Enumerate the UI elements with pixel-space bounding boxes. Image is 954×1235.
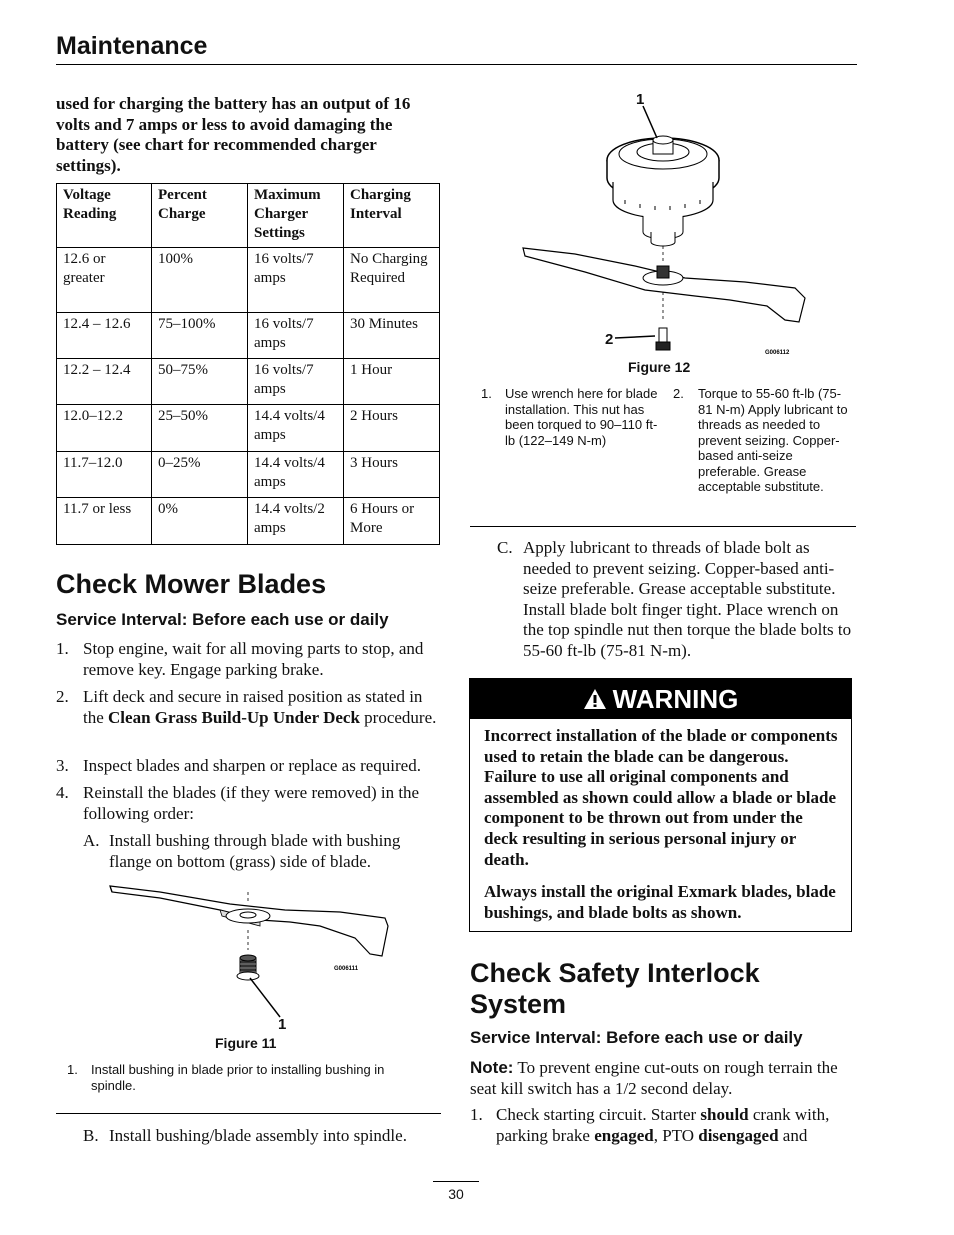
step-number: 1. <box>56 639 69 658</box>
table-cell: 11.7 or less <box>57 498 152 545</box>
section-title: Maintenance <box>56 32 208 60</box>
warning-box <box>469 678 852 932</box>
warning-triangle-icon <box>583 688 607 710</box>
note-label: Note: <box>470 1058 514 1077</box>
step-text-emphasis: disengaged <box>698 1125 779 1145</box>
callout-text: Torque to 55-60 ft-lb (75-81 N-m) Apply lubricant to threads as needed to prevent seizing. Copper-based anti-seize preferable. Grease acceptable substitute. <box>698 386 848 494</box>
table-row <box>57 313 440 359</box>
figure-11-divider <box>56 1113 441 1114</box>
table-cell: 12.2 – 12.4 <box>57 359 152 405</box>
table-cell: No Charging Required <box>344 248 440 313</box>
table-cell: 30 Minutes <box>344 313 440 359</box>
step-text-part: Check starting circuit. Starter <box>496 1105 701 1124</box>
table-cell: 14.4 volts/4 amps <box>248 452 344 498</box>
table-cell: 12.0–12.2 <box>57 405 152 452</box>
figure-11-caption: Figure 11 <box>215 1035 277 1051</box>
header-rule <box>56 64 857 65</box>
step-text-part: , PTO <box>653 1125 699 1145</box>
warning-title: WARNING <box>612 684 739 714</box>
table-row <box>57 359 440 405</box>
figure-12-divider <box>470 526 856 527</box>
page-number-rule <box>433 1181 479 1182</box>
note-text: To prevent engine cut-outs on rough terrain the seat kill switch has a 1/2 second delay. <box>470 1058 838 1098</box>
figure-11-callout-number: 1 <box>278 1016 287 1033</box>
table-cell: 75–100% <box>152 313 248 359</box>
figure-12-code: G006112 <box>765 350 790 355</box>
table-cell: 2 Hours <box>344 405 440 452</box>
battery-charge-table <box>56 183 440 545</box>
table-cell: 6 Hours or More <box>344 498 440 545</box>
table-header-cell: Percent Charge <box>152 184 248 248</box>
table-header-cell: Maximum Charger Settings <box>248 184 344 248</box>
table-cell: 1 Hour <box>344 359 440 405</box>
callout-text: Use wrench here for blade installation. This nut has been torqued to 90–110 ft-lb (122–149 N-m) <box>505 386 658 448</box>
table-cell: 12.4 – 12.6 <box>57 313 152 359</box>
step-number: 3. <box>56 756 69 775</box>
step-text: Stop engine, wait for all moving parts to stop, and remove key. Engage parking brake. <box>83 639 424 679</box>
figure-12-callout-1: 1 <box>636 91 645 108</box>
interlock-note <box>470 1058 856 1099</box>
table-row <box>57 248 440 313</box>
substep-text: Install bushing through blade with bushing flange on bottom (grass) side of blade. <box>109 831 401 871</box>
figure-12-callout-2: 2 <box>605 331 614 348</box>
table-row <box>57 405 440 452</box>
warning-text: Incorrect installation of the blade or components used to retain the blade can be dangerous. Failure to use all original components and assembled as shown could allow a blade or blade component to be thrown out from under the deck resulting in serious personal injury or death. <box>484 726 838 869</box>
substep-letter: A. <box>83 831 100 850</box>
step-text: Reinstall the blades (if they were removed) in the following order: <box>83 783 420 823</box>
table-cell: 16 volts/7 amps <box>248 359 344 405</box>
warning-header <box>470 679 851 719</box>
blades-service-interval: Service Interval: Before each use or daily <box>56 610 389 629</box>
table-cell: 3 Hours <box>344 452 440 498</box>
substep-text: Install bushing/blade assembly into spindle. <box>109 1126 407 1145</box>
step-text-part: procedure. <box>359 707 437 727</box>
step-text-emphasis: should <box>700 1105 749 1124</box>
step-text <box>83 687 445 728</box>
table-row <box>57 452 440 498</box>
procedure-reference: Clean Grass Build-Up Under Deck <box>108 707 360 727</box>
substep-text: Apply lubricant to threads of blade bolt as needed to prevent seizing. Copper-based anti-seize preferable. Grease acceptable substitute. Install blade bolt finger tight. Place wrench on the top spindle nut then torque the blade bolts to 55-60 ft-lb (75-81 N-m). <box>523 538 852 660</box>
table-cell: 12.6 or greater <box>57 248 152 313</box>
table-cell: 16 volts/7 amps <box>248 313 344 359</box>
table-header-row <box>57 184 440 248</box>
table-header-cell: Voltage Reading <box>57 184 152 248</box>
interlock-heading <box>470 958 760 1020</box>
table-cell: 25–50% <box>152 405 248 452</box>
interlock-heading-line: Check Safety Interlock <box>470 958 760 988</box>
callout-number: 1. <box>481 386 492 401</box>
table-cell: 0–25% <box>152 452 248 498</box>
table-row <box>57 498 440 545</box>
table-cell: 100% <box>152 248 248 313</box>
step-text-part: and <box>778 1125 808 1145</box>
blades-heading: Check Mower Blades <box>56 569 327 599</box>
step-number: 2. <box>56 687 69 706</box>
table-cell: 14.4 volts/4 amps <box>248 405 344 452</box>
table-cell: 0% <box>152 498 248 545</box>
callout-number: 1. <box>67 1062 78 1077</box>
figure-11-blade-illustration <box>100 880 400 1030</box>
table-cell: 16 volts/7 amps <box>248 248 344 313</box>
step-text <box>496 1105 858 1146</box>
step-number: 1. <box>470 1105 483 1124</box>
step-number: 4. <box>56 783 69 802</box>
callout-text: Install bushing in blade prior to installing bushing in spindle. <box>91 1062 385 1093</box>
callout-number: 2. <box>673 386 684 401</box>
table-cell: 14.4 volts/2 amps <box>248 498 344 545</box>
step-text-emphasis: engaged <box>594 1125 654 1145</box>
step-text: Inspect blades and sharpen or replace as required. <box>83 756 421 775</box>
step-text-part: crank with, parking brake <box>496 1105 830 1145</box>
substep-letter: C. <box>497 538 513 557</box>
figure-12-caption: Figure 12 <box>628 359 691 375</box>
interlock-service-interval: Service Interval: Before each use or daily <box>470 1028 803 1047</box>
interlock-heading-line: System <box>470 989 567 1019</box>
table-header-cell: Charging Interval <box>344 184 440 248</box>
figure-12-spindle-illustration <box>515 100 815 355</box>
table-cell: 11.7–12.0 <box>57 452 152 498</box>
intro-paragraph: used for charging the battery has an output of 16 volts and 7 amps or less to avoid damaging the battery (see chart for recommended charger settings). <box>56 94 411 175</box>
table-cell: 50–75% <box>152 359 248 405</box>
figure-11-code: G006111 <box>334 966 359 972</box>
substep-letter: B. <box>83 1126 99 1145</box>
step-text-part: Lift deck and secure in raised position as stated in the <box>83 687 423 727</box>
warning-instruction: Always install the original Exmark blades, blade bushings, and blade bolts as shown. <box>484 882 836 922</box>
page-number: 30 <box>448 1186 464 1202</box>
